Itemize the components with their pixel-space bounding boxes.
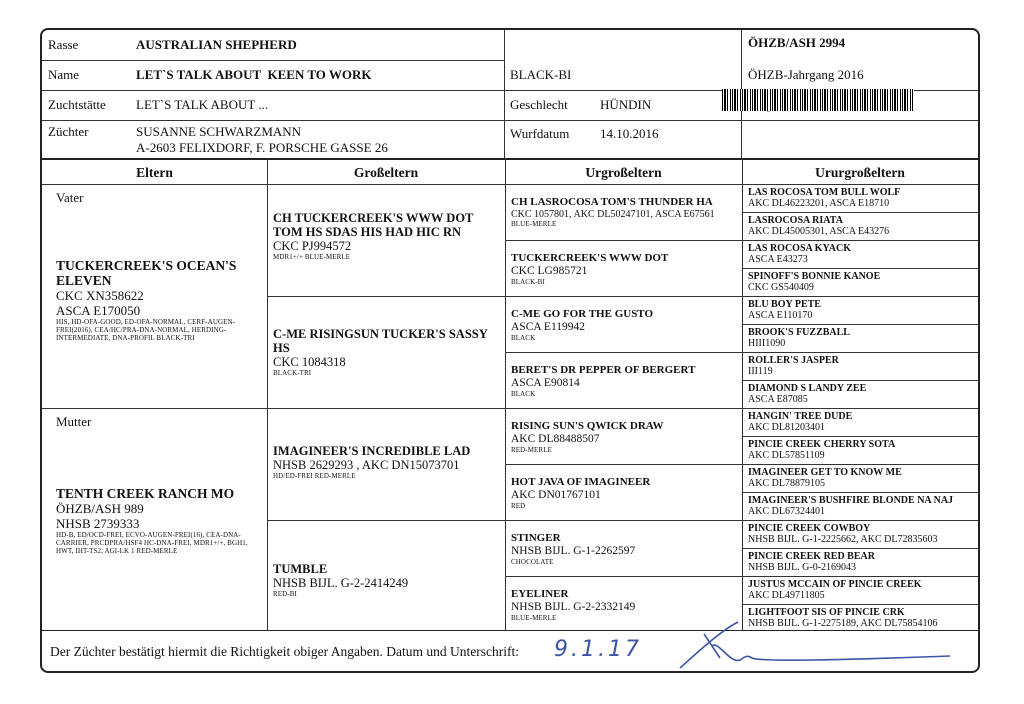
kennel-name: LET`S TALK ABOUT ... xyxy=(136,97,269,112)
ggg-reg: III119 xyxy=(748,366,773,377)
ggg-3 xyxy=(748,243,976,265)
parent-father xyxy=(56,190,261,342)
gg-reg: ASCA E90814 xyxy=(511,377,580,389)
ggg-reg: AKC DL78879105 xyxy=(748,478,825,489)
great-grandparent-7 xyxy=(511,532,739,566)
father-name: TUCKERCREEK'S OCEAN'S ELEVEN xyxy=(56,258,237,288)
ggg-name: DIAMOND S LANDY ZEE xyxy=(748,383,867,394)
ggg-name: LAS ROCOSA TOM BULL WOLF xyxy=(748,187,901,198)
gg-note: BLUE-MERLE xyxy=(511,614,557,622)
gg-name: EYELINER xyxy=(511,588,569,600)
grandparent-reg: NHSB BIJL. G-2-2414249 xyxy=(273,576,409,590)
ggg-14 xyxy=(748,551,976,573)
ggg-7 xyxy=(748,355,976,377)
ggg-reg: AKC DL67324401 xyxy=(748,506,825,517)
role-label: Mutter xyxy=(56,414,92,429)
gg-note: BLUE-MERLE xyxy=(511,220,557,228)
ggg-4 xyxy=(748,271,976,293)
gg-reg: NHSB BIJL. G-2-2332149 xyxy=(511,601,636,613)
ggg-10 xyxy=(748,439,976,461)
gg-name: HOT JAVA OF IMAGINEER xyxy=(511,476,651,488)
ggg-8 xyxy=(748,383,976,405)
breed-value: AUSTRALIAN SHEPHERD xyxy=(136,37,297,52)
ggg-reg: AKC DL81203401 xyxy=(748,422,825,433)
ggg-name: BLU BOY PETE xyxy=(748,299,821,310)
ggg-reg: AKC DL57851109 xyxy=(748,450,825,461)
ggg-name: JUSTUS MCCAIN OF PINCIE CREEK xyxy=(748,579,922,590)
ggg-9 xyxy=(748,411,976,433)
gg-name: STINGER xyxy=(511,532,561,544)
wurfdatum-label: Wurfdatum xyxy=(510,126,570,141)
grandparent-name: TUMBLE xyxy=(273,562,328,576)
rasse-label: Rasse xyxy=(48,37,79,52)
ggg-name: HANGIN' TREE DUDE xyxy=(748,411,853,422)
gg-note: CHOCOLATE xyxy=(511,558,554,566)
ggg-6 xyxy=(748,327,976,349)
grandparent-reg: CKC 1084318 xyxy=(273,355,346,369)
ggg-name: BROOK'S FUZZBALL xyxy=(748,327,850,338)
grandparent-3 xyxy=(273,444,503,480)
ggg-13 xyxy=(748,523,976,545)
geschlecht-label: Geschlecht xyxy=(510,97,568,112)
breeder-address: A-2603 FELIXDORF, F. PORSCHE GASSE 26 xyxy=(136,140,388,155)
ggg-name: PINCIE CREEK CHERRY SOTA xyxy=(748,439,896,450)
dog-color: BLACK-BI xyxy=(510,67,572,82)
ggg-name: SPINOFF'S BONNIE KANOE xyxy=(748,271,881,282)
name-label: Name xyxy=(48,67,80,82)
gg-note: BLACK-BI xyxy=(511,278,545,286)
mother-reg-2: NHSB 2739333 xyxy=(56,516,140,531)
column-header-urgrosseltern: Urgroßeltern xyxy=(585,165,662,180)
zuchtstaette-label: Zuchtstätte xyxy=(48,97,106,112)
ggg-1 xyxy=(748,187,976,209)
zuechter-label: Züchter xyxy=(48,124,89,139)
grandparent-note: RED-BI xyxy=(273,590,297,598)
ggg-name: PINCIE CREEK COWBOY xyxy=(748,523,871,534)
parent-mother xyxy=(56,414,261,555)
ggg-2 xyxy=(748,215,976,237)
sex-value: HÜNDIN xyxy=(600,97,652,112)
great-grandparent-8 xyxy=(511,588,739,622)
ggg-reg: AKC DL46223201, ASCA E18710 xyxy=(748,198,890,209)
grandparent-note: MDR1+/+ BLUE-MERLE xyxy=(273,253,351,261)
ggg-name: LAS ROCOSA KYACK xyxy=(748,243,851,254)
ggg-12 xyxy=(748,495,976,517)
gg-reg: CKC 1057801, AKC DL50247101, ASCA E67561 xyxy=(511,209,715,220)
whelp-date: 14.10.2016 xyxy=(600,126,659,141)
ggg-11 xyxy=(748,467,976,489)
gg-note: RED-MERLE xyxy=(511,446,552,454)
grandparent-4 xyxy=(273,562,499,598)
ggg-name: IMAGINEER GET TO KNOW ME xyxy=(748,467,902,478)
column-header-eltern: Eltern xyxy=(136,165,173,180)
ggg-reg: AKC DL49711805 xyxy=(748,590,825,601)
pedigree-certificate xyxy=(40,28,980,673)
gg-reg: AKC DL88488507 xyxy=(511,433,600,445)
ggg-name: LIGHTFOOT SIS OF PINCIE CRK xyxy=(748,607,905,618)
ggg-name: LASROCOSA RIATA xyxy=(748,215,843,226)
father-reg-2: ASCA E170050 xyxy=(56,303,141,318)
ggg-reg: HIII1090 xyxy=(748,338,786,349)
ggg-reg: NHSB BIJL. G-1-2275189, AKC DL75854106 xyxy=(748,618,938,629)
gg-name: C-ME GO FOR THE GUSTO xyxy=(511,308,654,320)
great-grandparent-5 xyxy=(511,420,739,454)
gg-reg: NHSB BIJL. G-1-2262597 xyxy=(511,545,636,557)
ggg-reg: NHSB BIJL. G-1-2225662, AKC DL72835603 xyxy=(748,534,938,545)
great-grandparent-4 xyxy=(511,364,739,398)
ggg-reg: ASCA E110170 xyxy=(748,310,813,321)
ggg-name: PINCIE CREEK RED BEAR xyxy=(748,551,875,562)
great-grandparent-1 xyxy=(511,196,739,228)
ggg-5 xyxy=(748,299,976,321)
breeder-name: SUSANNE SCHWARZMANN xyxy=(136,124,302,139)
mother-name: TENTH CREEK RANCH MO xyxy=(56,486,235,501)
father-reg-1: CKC XN358622 xyxy=(56,288,144,303)
gg-reg: CKC LG985721 xyxy=(511,265,588,277)
ggg-reg: ASCA E43273 xyxy=(748,254,808,265)
grandparent-name: C-ME RISINGSUN TUCKER'S SASSY HS xyxy=(273,327,488,355)
ggg-reg: ASCA E87085 xyxy=(748,394,808,405)
ggg-reg: CKC GS540409 xyxy=(748,282,814,293)
grandparent-reg: NHSB 2629293 , AKC DN15073701 xyxy=(273,458,460,472)
gg-note: BLACK xyxy=(511,334,536,342)
grandparent-name: IMAGINEER'S INCREDIBLE LAD xyxy=(273,444,471,458)
grandparent-note: BLACK-TRI xyxy=(273,369,312,377)
gg-reg: AKC DN01767101 xyxy=(511,489,601,501)
gg-name: BERET'S DR PEPPER OF BERGERT xyxy=(511,364,696,376)
grandparent-1 xyxy=(273,211,499,261)
ggg-15 xyxy=(748,579,976,601)
gg-note: RED xyxy=(511,502,526,510)
gg-name: CH LASROCOSA TOM'S THUNDER HA xyxy=(511,196,713,208)
column-header-grosseltern: Großeltern xyxy=(353,165,419,180)
ggg-reg: NHSB BIJL. G-0-2169043 xyxy=(748,562,857,573)
ggg-name: ROLLER'S JASPER xyxy=(748,355,839,366)
father-health-notes: HIS, HD-OFA-GOOD, ED-OFA-NORMAL, CERF-AUGEN-FREI(2016), CEA/HC/PRA-DNA-NORMAL, HERDING-INTERMEDIATE, DNA-PROFIL BLACK-TRI xyxy=(56,318,236,342)
breeder-confirmation: Der Züchter bestätigt hiermit die Richtigkeit obiger Angaben. Datum und Unterschrift: xyxy=(50,644,519,659)
barcode xyxy=(722,89,914,111)
great-grandparent-6 xyxy=(511,476,739,510)
mother-reg-1: ÖHZB/ASH 989 xyxy=(56,501,144,516)
great-grandparent-2 xyxy=(511,252,739,286)
gg-name: TUCKERCREEK'S WWW DOT xyxy=(511,252,669,264)
registration-number: ÖHZB/ASH 2994 xyxy=(748,35,846,50)
handwritten-signature xyxy=(660,620,960,672)
mother-health-notes: HD-B, ED/OCD-FREI, ECVO-AUGEN-FREI(16), CEA-DNA-CARRIER, PRCDPRA/HSF4 HC-DNA-FREI, MDR1+/+, BGH1, HWT, IHT-TS2, AGI-LK 1 RED-MERLE xyxy=(56,531,248,555)
great-grandparent-3 xyxy=(511,308,739,342)
role-label: Vater xyxy=(56,190,84,205)
gg-name: RISING SUN'S QWICK DRAW xyxy=(511,420,664,432)
dog-name: LET`S TALK ABOUT KEEN TO WORK xyxy=(136,67,372,82)
ggg-reg: AKC DL45005301, ASCA E43276 xyxy=(748,226,890,237)
signature-date: 9.1.17 xyxy=(554,637,642,662)
grandparent-2 xyxy=(273,327,499,377)
ggg-name: IMAGINEER'S BUSHFIRE BLONDE NA NAJ xyxy=(748,495,954,506)
grandparent-note: HD/ED-FREI RED-MERLE xyxy=(273,472,356,480)
grandparent-reg: CKC PJ994572 xyxy=(273,239,352,253)
column-header-ururgrosseltern: Ururgroßeltern xyxy=(815,165,905,180)
gg-reg: ASCA E119942 xyxy=(511,321,586,333)
grandparent-name: CH TUCKERCREEK'S WWW DOT TOM HS SDAS HIS HAD HIC RN xyxy=(273,211,474,239)
gg-note: BLACK xyxy=(511,390,536,398)
jahrgang: ÖHZB-Jahrgang 2016 xyxy=(748,67,864,82)
